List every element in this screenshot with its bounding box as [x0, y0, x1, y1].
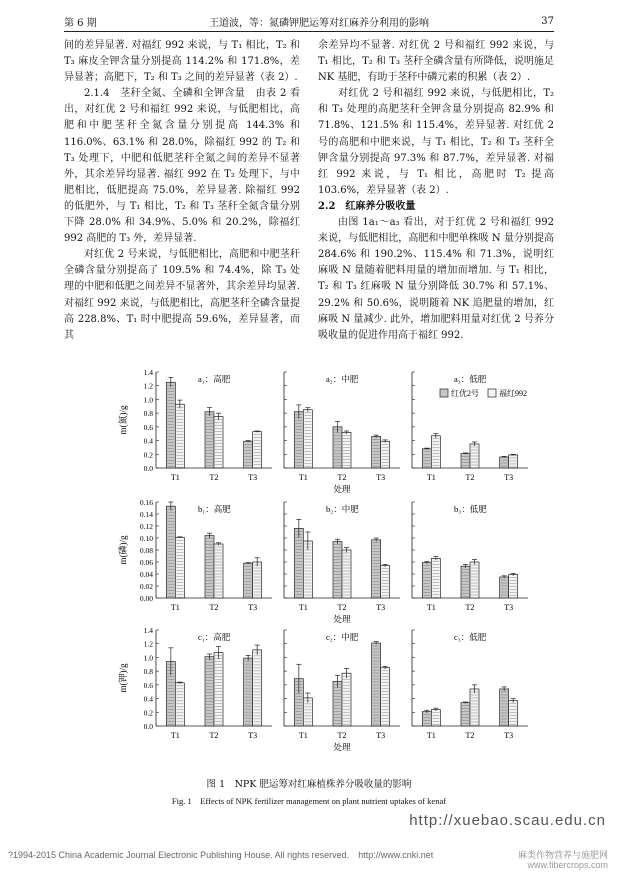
- y-tick-label: 1.2: [143, 639, 153, 649]
- x-tick-label: T3: [248, 731, 258, 740]
- y-tick-label: 0.4: [143, 694, 153, 704]
- x-tick-label: T1: [298, 473, 308, 482]
- paragraph: 对红优 2 号和福红 992 来说，与低肥相比，T₂ 和 T₃ 处理的高肥茎秆全钾含量分别提高 82.9% 和 71.8%、121.5% 和 115.4%，差异显著. 对红优 2 号的高肥和中肥来说，与 T₁ 相比，T₂ 和 T₃ 茎秆全钾含量分别提高 97.3% 和 87.7%，差异显著. 对福红 992 来说，与 T₁ 相比，高肥时 T₂ 提高 103.6%，差异显著（表 2）.: [318, 88, 554, 196]
- bar-series-a: [500, 457, 509, 468]
- panel-title: b₂：中肥: [326, 504, 359, 514]
- y-tick-label: 0.6: [143, 680, 153, 690]
- x-tick-label: T3: [376, 473, 386, 482]
- bar-series-a: [333, 681, 342, 726]
- bar-series-a: [166, 382, 175, 468]
- right-text-column: [318, 38, 554, 344]
- y-tick-label: 1.0: [143, 653, 153, 663]
- x-tick-label: T1: [426, 473, 436, 482]
- left-text-column: [64, 38, 300, 344]
- bar-series-b: [214, 653, 223, 726]
- x-tick-label: T2: [337, 603, 347, 612]
- legend-label-series-a: 红优2号: [451, 389, 479, 398]
- bar-series-a: [205, 657, 214, 726]
- bar-series-a: [244, 441, 253, 468]
- figure-1: [118, 366, 548, 786]
- bar-series-b: [381, 668, 390, 726]
- figure-caption-en: Fig. 1 Effects of NPK fertilizer management on plant nutrient uptakes of kenaf: [171, 796, 447, 806]
- x-tick-label: T3: [376, 731, 386, 740]
- bar-series-b: [175, 404, 184, 468]
- x-tick-label: T3: [376, 603, 386, 612]
- panel-title: b₃：低肥: [454, 504, 487, 514]
- y-tick-label: 0.14: [139, 510, 153, 519]
- y-tick-label: 0.2: [143, 450, 153, 460]
- y-tick-label: 0.10: [139, 534, 153, 543]
- y-axis-label: m(磷)/g: [118, 535, 128, 565]
- bar-series-a: [372, 436, 381, 468]
- bar-series-a: [244, 658, 253, 726]
- bar-series-b: [509, 701, 518, 726]
- panel-title: c₁：高肥: [198, 632, 231, 642]
- x-axis-label: 处理: [333, 742, 351, 752]
- figure-1-chart: [118, 366, 548, 776]
- bar-series-a: [205, 536, 214, 598]
- panel-title: a₃：低肥: [454, 374, 487, 384]
- bar-series-b: [431, 710, 440, 726]
- bar-series-a: [372, 540, 381, 598]
- x-tick-label: T2: [209, 731, 219, 740]
- bar-series-a: [244, 563, 253, 598]
- y-tick-label: 1.2: [143, 381, 153, 391]
- bar-series-a: [461, 454, 470, 468]
- x-tick-label: T3: [248, 473, 258, 482]
- page-number: 37: [541, 15, 554, 27]
- bar-series-b: [470, 689, 479, 726]
- x-tick-label: T2: [209, 603, 219, 612]
- x-tick-label: T3: [248, 603, 258, 612]
- paragraph: 2.1.4 茎秆全氮、全磷和全钾含量 由表 2 看出，对红优 2 号和福红 992 来说，与低肥相比，高肥和中肥茎秆全氮含量分别提高 144.3% 和 116.0%、63.1% 和 28.0%，除福红 992 的 T₂ 和 T₃ 处理下，中肥和低肥茎秆全氮之间的差异不显著外，其余差异均显著. 福红 992 在 T₂ 处理下，与中肥相比，低肥提高 75.0%，差异显著. 除福红 992 的低肥外，与 T₁ 相比，T₂ 和 T₃ 茎秆全氮含量分别下降 28.0% 和 34.9%、5.0% 和 20.2%，除福红 992 高肥的 T₃ 外，差异显著.: [64, 88, 300, 245]
- header-rule: [64, 31, 554, 32]
- x-tick-label: T2: [337, 731, 347, 740]
- legend-label-series-b: 福红992: [499, 389, 527, 398]
- x-tick-label: T2: [465, 731, 475, 740]
- bar-series-a: [294, 528, 303, 598]
- y-tick-label: 0.00: [139, 594, 153, 603]
- issue-number: 第 6 期: [64, 17, 97, 29]
- y-tick-label: 1.0: [143, 395, 153, 405]
- site-watermark-en: www.fibercrops.com: [527, 860, 608, 870]
- y-tick-label: 0.2: [143, 708, 153, 718]
- bar-series-a: [461, 703, 470, 726]
- x-tick-label: T1: [298, 731, 308, 740]
- section-heading: 2.2 红麻养分吸收量: [318, 200, 416, 212]
- x-tick-label: T1: [170, 473, 180, 482]
- y-tick-label: 0.6: [143, 422, 153, 432]
- y-tick-label: 0.16: [139, 498, 153, 507]
- y-tick-label: 0.08: [139, 546, 153, 555]
- x-tick-label: T3: [504, 603, 514, 612]
- bar-series-b: [175, 683, 184, 726]
- legend-swatch-series-a: [440, 389, 448, 397]
- page-header: [64, 13, 554, 29]
- x-tick-label: T2: [209, 473, 219, 482]
- y-tick-label: 1.4: [143, 368, 153, 377]
- y-tick-label: 0.04: [139, 570, 153, 579]
- panel-title: c₂：中肥: [326, 632, 359, 642]
- site-watermark-cn: 麻类作物营养与施肥网: [517, 850, 608, 860]
- bar-series-a: [372, 643, 381, 726]
- bar-series-a: [500, 689, 509, 726]
- bar-series-a: [422, 712, 431, 726]
- x-tick-label: T1: [298, 603, 308, 612]
- x-tick-label: T3: [504, 731, 514, 740]
- bar-series-b: [381, 441, 390, 468]
- bar-series-b: [509, 455, 518, 468]
- bar-series-b: [303, 410, 312, 468]
- paragraph: 间的差异显著. 对福红 992 来说，与 T₁ 相比，T₂ 和 T₃ 麻皮全钾含量分别提高 114.2% 和 171.8%，差异显著；高肥下，T₂ 和 T₃ 之间的差异显著（表 2）.: [64, 40, 300, 84]
- y-tick-label: 0.8: [143, 667, 153, 677]
- y-tick-label: 0.06: [139, 558, 153, 567]
- footer-watermark: [0, 812, 618, 870]
- y-tick-label: 0.0: [143, 464, 153, 473]
- copyright-line: ?1994-2015 China Academic Journal Electronic Publishing House. All rights reserved. http://www.cnki.net: [8, 850, 434, 860]
- y-tick-label: 1.4: [143, 626, 153, 635]
- y-tick-label: 0.4: [143, 436, 153, 446]
- panel-title: c₃：低肥: [454, 632, 487, 642]
- figure-caption-cn: 图 1 NPK 肥运筹对红麻植株养分吸收量的影响: [206, 779, 412, 790]
- x-tick-label: T1: [170, 731, 180, 740]
- running-title: 王道波，等：氮磷钾肥运筹对红麻养分利用的影响: [209, 17, 429, 29]
- x-axis-label: 处理: [333, 484, 351, 494]
- legend-swatch-series-b: [488, 389, 496, 397]
- y-tick-label: 0.12: [139, 522, 153, 531]
- y-tick-label: 0.02: [139, 582, 153, 591]
- y-tick-label: 0.0: [143, 722, 153, 731]
- panel-title: a₁：高肥: [198, 374, 231, 384]
- y-axis-label: m(钾)/g: [118, 663, 128, 693]
- x-axis-label: 处理: [333, 614, 351, 624]
- bar-series-b: [381, 566, 390, 598]
- bar-series-b: [509, 575, 518, 598]
- x-tick-label: T2: [465, 473, 475, 482]
- x-tick-label: T2: [465, 603, 475, 612]
- y-tick-label: 0.8: [143, 409, 153, 419]
- panel-title: b₁：高肥: [198, 504, 231, 514]
- y-axis-label: m(氮)/g: [118, 405, 128, 435]
- paragraph: 由图 1a₁～a₃ 看出，对于红优 2 号和福红 992 来说，与低肥相比，高肥和中肥单株吸 N 量分别提高 284.6% 和 190.2%、115.4% 和 71.3%，说明红麻吸 N 量随着肥料用量的增加而增加. 与 T₁ 相比，T₂ 和 T₃ 红麻吸 N 量分别降低 30.7% 和 57.1%、29.2% 和 50.6%，说明随着 NK 追肥量的增加，红麻吸 N 量减少. 此外，增加肥料用量对红优 2 号养分吸收量的促进作用高于福红 992.: [318, 217, 554, 341]
- x-tick-label: T1: [426, 731, 436, 740]
- x-tick-label: T2: [337, 473, 347, 482]
- bar-series-b: [214, 417, 223, 468]
- paragraph: 余差异均不显著. 对红优 2 号和福红 992 来说，与 T₁ 相比，T₂ 和 T₃ 茎秆全磷含量有所降低，说明施足 NK 基肥，有助于茎秆中磷元素的积累（表 2）.: [318, 40, 554, 84]
- bar-series-a: [294, 412, 303, 468]
- x-tick-label: T1: [170, 603, 180, 612]
- bar-series-b: [431, 436, 440, 468]
- bar-series-b: [253, 650, 262, 726]
- x-tick-label: T3: [504, 473, 514, 482]
- paragraph: 对红优 2 号来说，与低肥相比，高肥和中肥茎秆全磷含量分别提高了 109.5% 和 74.4%，除 T₃ 处理的中肥和低肥之间差异不显著外，其余差异均显著. 对福红 992 来说，与低肥相比，高肥茎秆全磷含量提高 228.8%、T₁ 时中肥提高 59.6%，差异显著，而其: [64, 249, 300, 341]
- x-tick-label: T1: [426, 603, 436, 612]
- panel-title: a₂：中肥: [326, 374, 359, 384]
- bar-series-a: [205, 412, 214, 468]
- journal-url: http://xuebao.scau.edu.cn: [409, 812, 606, 829]
